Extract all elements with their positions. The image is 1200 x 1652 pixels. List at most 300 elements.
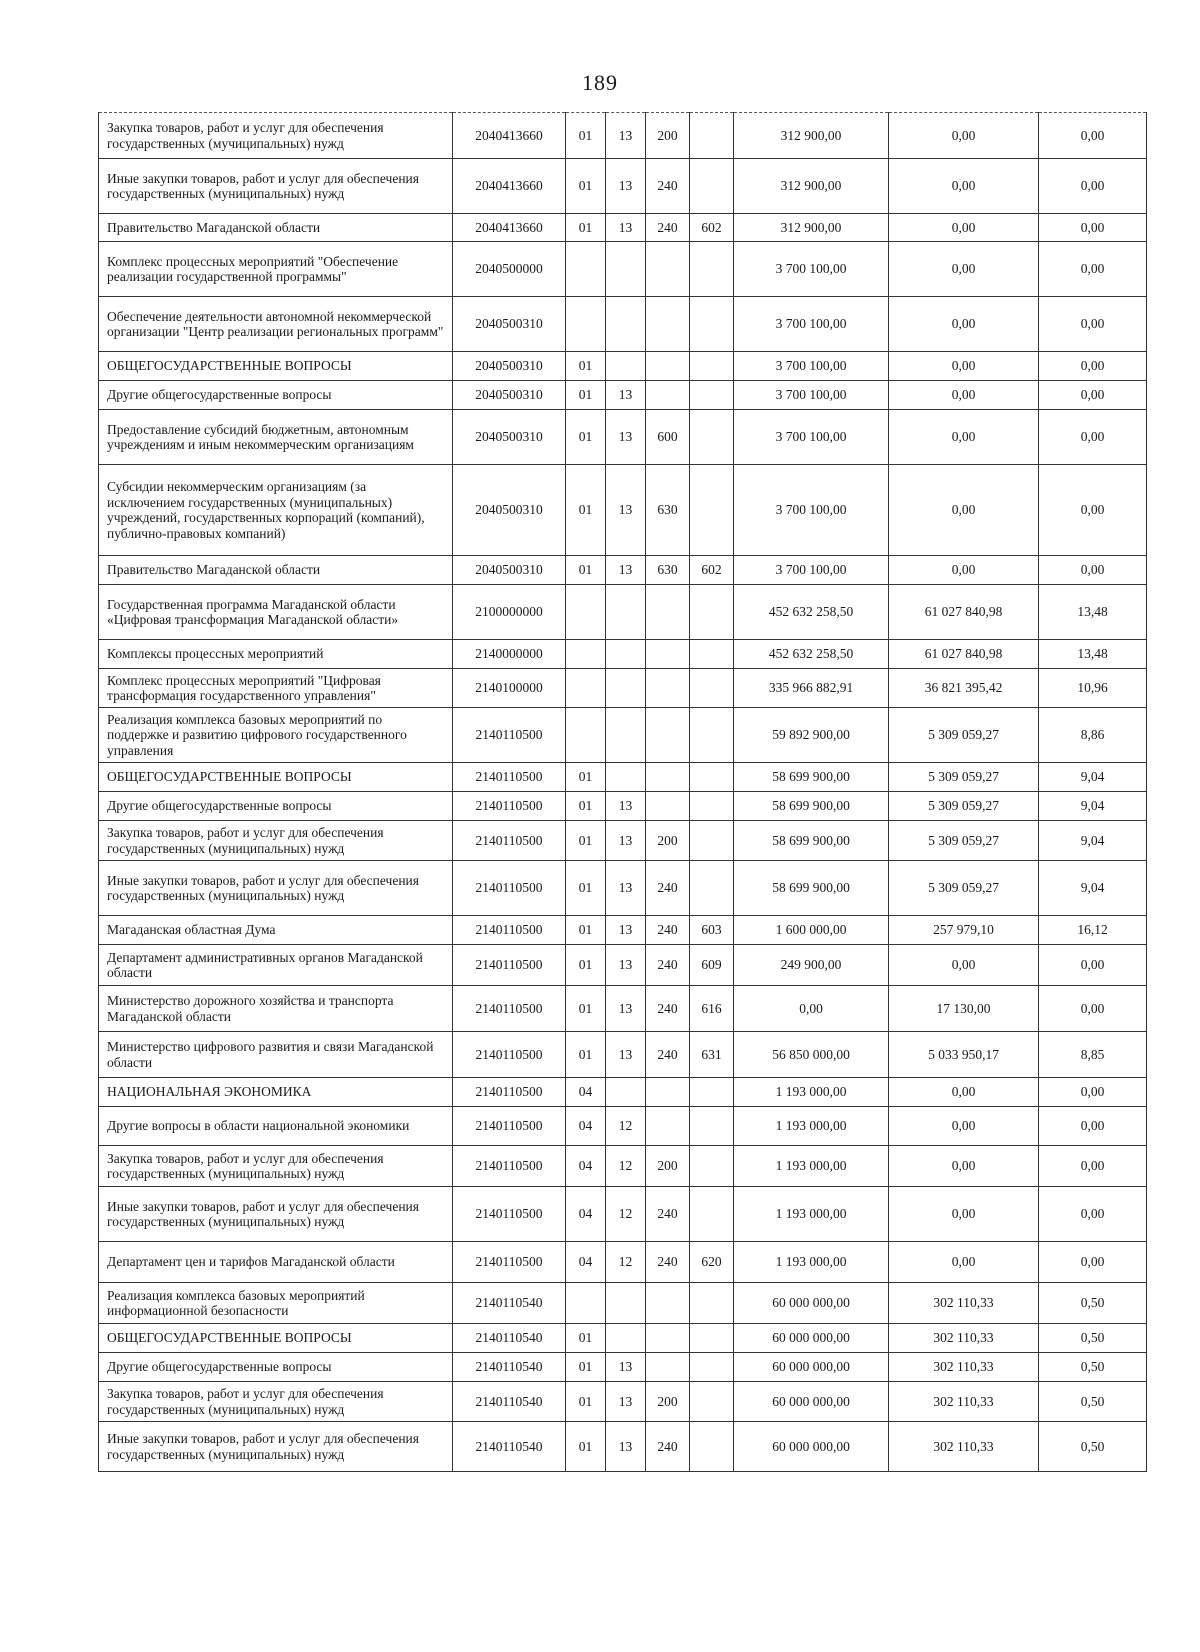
row-fact-cell: 302 110,33 (889, 1382, 1039, 1422)
row-fact-cell: 302 110,33 (889, 1324, 1039, 1353)
row-fact-cell: 302 110,33 (889, 1353, 1039, 1382)
row-expense-type-cell (646, 669, 690, 708)
row-percent-cell: 8,85 (1039, 1032, 1147, 1078)
row-subsection-cell: 13 (606, 1032, 646, 1078)
table-row (99, 1382, 1147, 1422)
row-subsection-cell: 13 (606, 821, 646, 861)
row-plan-cell: 452 632 258,50 (734, 585, 889, 640)
table-row (99, 1078, 1147, 1107)
row-code-cell: 2140110540 (453, 1283, 566, 1324)
row-grbs-cell (690, 1146, 734, 1187)
row-percent-cell: 9,04 (1039, 763, 1147, 792)
row-code-cell: 2040500310 (453, 381, 566, 410)
row-expense-type-cell (646, 1107, 690, 1146)
row-percent-cell: 0,00 (1039, 1187, 1147, 1242)
row-subsection-cell: 13 (606, 113, 646, 159)
row-code-cell: 2040500310 (453, 465, 566, 556)
row-fact-cell: 0,00 (889, 556, 1039, 585)
row-section-cell (566, 1283, 606, 1324)
row-code-cell: 2140110500 (453, 708, 566, 763)
row-grbs-cell (690, 410, 734, 465)
row-code-cell: 2140110500 (453, 945, 566, 986)
row-percent-cell: 9,04 (1039, 861, 1147, 916)
row-plan-cell: 3 700 100,00 (734, 410, 889, 465)
table-row (99, 556, 1147, 585)
row-name-cell: Реализация комплекса базовых мероприятий по поддержке и развитию цифрового государственного управления (99, 708, 453, 763)
row-section-cell (566, 669, 606, 708)
row-fact-cell: 0,00 (889, 113, 1039, 159)
row-subsection-cell: 13 (606, 381, 646, 410)
row-subsection-cell: 13 (606, 556, 646, 585)
row-name-cell: Комплекс процессных мероприятий "Обеспечение реализации государственной программы" (99, 242, 453, 297)
table-row (99, 242, 1147, 297)
row-name-cell: Субсидии некоммерческим организациям (за исключением государственных (муниципальных) учреждений, государственных корпораций (компаний), публично-правовых компаний) (99, 465, 453, 556)
row-percent-cell: 0,00 (1039, 556, 1147, 585)
row-expense-type-cell: 630 (646, 465, 690, 556)
row-subsection-cell (606, 242, 646, 297)
row-grbs-cell (690, 763, 734, 792)
row-percent-cell: 9,04 (1039, 821, 1147, 861)
table-row (99, 465, 1147, 556)
row-subsection-cell: 13 (606, 1353, 646, 1382)
table-row (99, 410, 1147, 465)
table-row (99, 1422, 1147, 1472)
row-grbs-cell (690, 669, 734, 708)
row-name-cell: Магаданская областная Дума (99, 916, 453, 945)
row-expense-type-cell: 600 (646, 410, 690, 465)
row-expense-type-cell: 200 (646, 1146, 690, 1187)
row-code-cell: 2140110500 (453, 1107, 566, 1146)
row-name-cell: ОБЩЕГОСУДАРСТВЕННЫЕ ВОПРОСЫ (99, 352, 453, 381)
table-row (99, 1146, 1147, 1187)
table-row (99, 945, 1147, 986)
row-subsection-cell (606, 669, 646, 708)
row-subsection-cell: 13 (606, 986, 646, 1032)
row-fact-cell: 0,00 (889, 297, 1039, 352)
row-percent-cell: 0,50 (1039, 1382, 1147, 1422)
row-section-cell: 04 (566, 1107, 606, 1146)
row-expense-type-cell: 200 (646, 821, 690, 861)
row-expense-type-cell: 200 (646, 113, 690, 159)
row-grbs-cell (690, 1078, 734, 1107)
row-name-cell: Иные закупки товаров, работ и услуг для обеспечения государственных (муниципальных) нужд (99, 1422, 453, 1472)
row-percent-cell: 0,00 (1039, 465, 1147, 556)
row-name-cell: Предоставление субсидий бюджетным, автономным учреждениям и иным некоммерческим организациям (99, 410, 453, 465)
row-plan-cell: 3 700 100,00 (734, 556, 889, 585)
row-code-cell: 2040500310 (453, 410, 566, 465)
row-grbs-cell (690, 1324, 734, 1353)
row-percent-cell: 13,48 (1039, 585, 1147, 640)
table-row (99, 1187, 1147, 1242)
row-code-cell: 2040413660 (453, 159, 566, 214)
table-row (99, 1353, 1147, 1382)
row-subsection-cell: 13 (606, 861, 646, 916)
row-fact-cell: 0,00 (889, 465, 1039, 556)
row-name-cell: Министерство цифрового развития и связи Магаданской области (99, 1032, 453, 1078)
row-fact-cell: 5 033 950,17 (889, 1032, 1039, 1078)
row-code-cell: 2140110500 (453, 986, 566, 1032)
row-code-cell: 2040500310 (453, 556, 566, 585)
row-percent-cell: 0,00 (1039, 297, 1147, 352)
row-grbs-cell (690, 1107, 734, 1146)
row-expense-type-cell: 630 (646, 556, 690, 585)
row-section-cell: 01 (566, 214, 606, 242)
row-expense-type-cell (646, 640, 690, 669)
row-expense-type-cell: 240 (646, 214, 690, 242)
row-code-cell: 2140110540 (453, 1382, 566, 1422)
row-fact-cell: 0,00 (889, 410, 1039, 465)
row-name-cell: ОБЩЕГОСУДАРСТВЕННЫЕ ВОПРОСЫ (99, 763, 453, 792)
row-grbs-cell (690, 242, 734, 297)
table-row (99, 381, 1147, 410)
row-grbs-cell (690, 708, 734, 763)
row-expense-type-cell: 240 (646, 916, 690, 945)
row-fact-cell: 61 027 840,98 (889, 640, 1039, 669)
row-section-cell: 01 (566, 916, 606, 945)
table-row (99, 1242, 1147, 1283)
row-code-cell: 2140110500 (453, 1146, 566, 1187)
row-expense-type-cell: 240 (646, 861, 690, 916)
row-plan-cell: 0,00 (734, 986, 889, 1032)
row-code-cell: 2140110500 (453, 763, 566, 792)
row-subsection-cell: 13 (606, 916, 646, 945)
row-name-cell: Департамент административных органов Магаданской области (99, 945, 453, 986)
row-fact-cell: 0,00 (889, 1078, 1039, 1107)
row-name-cell: Другие общегосударственные вопросы (99, 1353, 453, 1382)
row-section-cell: 04 (566, 1187, 606, 1242)
row-section-cell: 04 (566, 1078, 606, 1107)
row-name-cell: Комплекс процессных мероприятий "Цифровая трансформация государственного управления" (99, 669, 453, 708)
row-percent-cell: 0,50 (1039, 1353, 1147, 1382)
row-grbs-cell: 609 (690, 945, 734, 986)
table-row (99, 763, 1147, 792)
row-percent-cell: 0,00 (1039, 410, 1147, 465)
row-fact-cell: 0,00 (889, 1187, 1039, 1242)
row-section-cell: 01 (566, 381, 606, 410)
row-code-cell: 2140110500 (453, 1032, 566, 1078)
row-section-cell: 01 (566, 1422, 606, 1472)
row-fact-cell: 302 110,33 (889, 1283, 1039, 1324)
row-name-cell: Закупка товаров, работ и услуг для обеспечения государственных (муниципальных) нужд (99, 1382, 453, 1422)
budget-table (98, 112, 1147, 1472)
row-grbs-cell (690, 1187, 734, 1242)
row-expense-type-cell: 240 (646, 1422, 690, 1472)
table-row (99, 1107, 1147, 1146)
row-percent-cell: 0,00 (1039, 159, 1147, 214)
row-name-cell: Правительство Магаданской области (99, 214, 453, 242)
row-plan-cell: 59 892 900,00 (734, 708, 889, 763)
row-percent-cell: 0,00 (1039, 945, 1147, 986)
row-section-cell (566, 242, 606, 297)
row-code-cell: 2040413660 (453, 214, 566, 242)
row-name-cell: Государственная программа Магаданской области «Цифровая трансформация Магаданской области» (99, 585, 453, 640)
row-code-cell: 2140110500 (453, 1242, 566, 1283)
row-subsection-cell (606, 763, 646, 792)
row-fact-cell: 0,00 (889, 159, 1039, 214)
row-grbs-cell (690, 585, 734, 640)
row-expense-type-cell (646, 381, 690, 410)
row-grbs-cell (690, 381, 734, 410)
row-percent-cell: 9,04 (1039, 792, 1147, 821)
row-expense-type-cell (646, 297, 690, 352)
row-name-cell: Обеспечение деятельности автономной некоммерческой организации "Центр реализации региональных программ" (99, 297, 453, 352)
row-plan-cell: 1 193 000,00 (734, 1078, 889, 1107)
row-plan-cell: 58 699 900,00 (734, 821, 889, 861)
row-plan-cell: 60 000 000,00 (734, 1382, 889, 1422)
row-code-cell: 2140000000 (453, 640, 566, 669)
row-grbs-cell (690, 1422, 734, 1472)
row-name-cell: Другие общегосударственные вопросы (99, 381, 453, 410)
row-name-cell: НАЦИОНАЛЬНАЯ ЭКОНОМИКА (99, 1078, 453, 1107)
row-section-cell: 01 (566, 1353, 606, 1382)
row-expense-type-cell: 240 (646, 1187, 690, 1242)
row-percent-cell: 0,00 (1039, 381, 1147, 410)
row-section-cell: 01 (566, 465, 606, 556)
row-expense-type-cell (646, 585, 690, 640)
row-section-cell: 01 (566, 945, 606, 986)
row-section-cell: 04 (566, 1146, 606, 1187)
row-percent-cell: 10,96 (1039, 669, 1147, 708)
row-name-cell: Закупка товаров, работ и услуг для обеспечения государственных (мучиципальных) нужд (99, 113, 453, 159)
row-plan-cell: 1 193 000,00 (734, 1146, 889, 1187)
row-fact-cell: 36 821 395,42 (889, 669, 1039, 708)
row-grbs-cell (690, 465, 734, 556)
row-subsection-cell (606, 1078, 646, 1107)
row-plan-cell: 60 000 000,00 (734, 1283, 889, 1324)
row-percent-cell: 0,50 (1039, 1422, 1147, 1472)
row-section-cell: 01 (566, 792, 606, 821)
row-fact-cell: 0,00 (889, 214, 1039, 242)
row-plan-cell: 56 850 000,00 (734, 1032, 889, 1078)
row-fact-cell: 0,00 (889, 381, 1039, 410)
row-code-cell: 2140110500 (453, 1187, 566, 1242)
page-number: 189 (582, 70, 618, 95)
row-code-cell: 2040500000 (453, 242, 566, 297)
row-expense-type-cell (646, 708, 690, 763)
row-name-cell: Закупка товаров, работ и услуг для обеспечения государственных (муниципальных) нужд (99, 821, 453, 861)
row-plan-cell: 3 700 100,00 (734, 352, 889, 381)
row-grbs-cell (690, 1283, 734, 1324)
table-row (99, 821, 1147, 861)
row-code-cell: 2140110500 (453, 792, 566, 821)
table-row (99, 708, 1147, 763)
row-section-cell: 01 (566, 113, 606, 159)
row-plan-cell: 58 699 900,00 (734, 861, 889, 916)
row-fact-cell: 5 309 059,27 (889, 861, 1039, 916)
table-row (99, 669, 1147, 708)
row-section-cell: 01 (566, 1324, 606, 1353)
row-section-cell: 01 (566, 410, 606, 465)
row-grbs-cell (690, 640, 734, 669)
row-subsection-cell (606, 352, 646, 381)
row-grbs-cell (690, 297, 734, 352)
row-section-cell: 01 (566, 1032, 606, 1078)
row-expense-type-cell (646, 1283, 690, 1324)
row-plan-cell: 249 900,00 (734, 945, 889, 986)
row-code-cell: 2140110540 (453, 1353, 566, 1382)
row-code-cell: 2140110500 (453, 916, 566, 945)
row-section-cell: 01 (566, 763, 606, 792)
row-subsection-cell: 12 (606, 1187, 646, 1242)
row-percent-cell: 0,00 (1039, 1242, 1147, 1283)
row-section-cell: 01 (566, 159, 606, 214)
row-fact-cell: 0,00 (889, 1107, 1039, 1146)
row-section-cell (566, 585, 606, 640)
row-fact-cell: 61 027 840,98 (889, 585, 1039, 640)
table-row (99, 159, 1147, 214)
row-grbs-cell (690, 1353, 734, 1382)
table-row (99, 214, 1147, 242)
row-plan-cell: 1 193 000,00 (734, 1107, 889, 1146)
row-plan-cell: 58 699 900,00 (734, 792, 889, 821)
row-code-cell: 2140110500 (453, 821, 566, 861)
row-subsection-cell (606, 1283, 646, 1324)
row-grbs-cell: 603 (690, 916, 734, 945)
row-grbs-cell: 620 (690, 1242, 734, 1283)
row-section-cell (566, 297, 606, 352)
row-plan-cell: 335 966 882,91 (734, 669, 889, 708)
row-subsection-cell: 13 (606, 159, 646, 214)
row-code-cell: 2140110540 (453, 1324, 566, 1353)
row-plan-cell: 60 000 000,00 (734, 1422, 889, 1472)
row-name-cell: Другие общегосударственные вопросы (99, 792, 453, 821)
row-plan-cell: 1 600 000,00 (734, 916, 889, 945)
row-subsection-cell: 12 (606, 1107, 646, 1146)
table-row (99, 1032, 1147, 1078)
row-section-cell: 01 (566, 861, 606, 916)
row-fact-cell: 5 309 059,27 (889, 708, 1039, 763)
row-name-cell: Иные закупки товаров, работ и услуг для обеспечения государственных (муниципальных) нужд (99, 861, 453, 916)
row-subsection-cell: 13 (606, 1422, 646, 1472)
row-subsection-cell: 13 (606, 945, 646, 986)
row-expense-type-cell: 240 (646, 1032, 690, 1078)
row-code-cell: 2140110540 (453, 1422, 566, 1472)
row-expense-type-cell: 240 (646, 1242, 690, 1283)
row-subsection-cell: 12 (606, 1146, 646, 1187)
row-name-cell: ОБЩЕГОСУДАРСТВЕННЫЕ ВОПРОСЫ (99, 1324, 453, 1353)
budget-table-body (99, 113, 1147, 1472)
row-section-cell: 04 (566, 1242, 606, 1283)
row-subsection-cell: 12 (606, 1242, 646, 1283)
table-row (99, 792, 1147, 821)
row-code-cell: 2140110500 (453, 861, 566, 916)
table-row (99, 916, 1147, 945)
row-grbs-cell (690, 113, 734, 159)
table-row (99, 640, 1147, 669)
row-section-cell (566, 640, 606, 669)
row-fact-cell: 0,00 (889, 1242, 1039, 1283)
row-percent-cell: 13,48 (1039, 640, 1147, 669)
row-section-cell (566, 708, 606, 763)
row-grbs-cell: 602 (690, 556, 734, 585)
row-expense-type-cell (646, 352, 690, 381)
row-percent-cell: 0,00 (1039, 214, 1147, 242)
row-plan-cell: 1 193 000,00 (734, 1242, 889, 1283)
row-name-cell: Реализация комплекса базовых мероприятий информационной безопасности (99, 1283, 453, 1324)
row-subsection-cell: 13 (606, 465, 646, 556)
table-row (99, 352, 1147, 381)
row-section-cell: 01 (566, 821, 606, 861)
row-name-cell: Иные закупки товаров, работ и услуг для обеспечения государственных (муниципальных) нужд (99, 1187, 453, 1242)
row-fact-cell: 0,00 (889, 945, 1039, 986)
table-row (99, 1283, 1147, 1324)
row-fact-cell: 5 309 059,27 (889, 763, 1039, 792)
row-percent-cell: 0,00 (1039, 1078, 1147, 1107)
row-plan-cell: 312 900,00 (734, 159, 889, 214)
row-grbs-cell (690, 352, 734, 381)
row-plan-cell: 58 699 900,00 (734, 763, 889, 792)
row-section-cell: 01 (566, 1382, 606, 1422)
row-expense-type-cell: 240 (646, 945, 690, 986)
table-row (99, 113, 1147, 159)
row-percent-cell: 8,86 (1039, 708, 1147, 763)
row-fact-cell: 0,00 (889, 242, 1039, 297)
row-percent-cell: 16,12 (1039, 916, 1147, 945)
row-grbs-cell: 602 (690, 214, 734, 242)
row-percent-cell: 0,00 (1039, 242, 1147, 297)
table-row (99, 585, 1147, 640)
row-subsection-cell: 13 (606, 1382, 646, 1422)
row-subsection-cell (606, 708, 646, 763)
row-name-cell: Иные закупки товаров, работ и услуг для обеспечения государственных (муниципальных) нужд (99, 159, 453, 214)
row-name-cell: Правительство Магаданской области (99, 556, 453, 585)
row-plan-cell: 60 000 000,00 (734, 1353, 889, 1382)
row-subsection-cell (606, 640, 646, 669)
row-expense-type-cell (646, 763, 690, 792)
row-plan-cell: 1 193 000,00 (734, 1187, 889, 1242)
row-expense-type-cell: 240 (646, 159, 690, 214)
row-plan-cell: 3 700 100,00 (734, 465, 889, 556)
row-plan-cell: 312 900,00 (734, 113, 889, 159)
row-grbs-cell (690, 861, 734, 916)
row-fact-cell: 0,00 (889, 352, 1039, 381)
row-expense-type-cell (646, 1078, 690, 1107)
row-grbs-cell (690, 792, 734, 821)
row-expense-type-cell (646, 1353, 690, 1382)
table-row (99, 1324, 1147, 1353)
row-plan-cell: 3 700 100,00 (734, 242, 889, 297)
row-percent-cell: 0,00 (1039, 352, 1147, 381)
row-percent-cell: 0,50 (1039, 1324, 1147, 1353)
row-fact-cell: 302 110,33 (889, 1422, 1039, 1472)
row-code-cell: 2040413660 (453, 113, 566, 159)
row-fact-cell: 0,00 (889, 1146, 1039, 1187)
row-grbs-cell (690, 159, 734, 214)
row-plan-cell: 3 700 100,00 (734, 381, 889, 410)
row-code-cell: 2040500310 (453, 297, 566, 352)
row-percent-cell: 0,00 (1039, 113, 1147, 159)
row-name-cell: Комплексы процессных мероприятий (99, 640, 453, 669)
row-fact-cell: 5 309 059,27 (889, 821, 1039, 861)
row-percent-cell: 0,00 (1039, 1146, 1147, 1187)
row-subsection-cell (606, 1324, 646, 1353)
row-name-cell: Другие вопросы в области национальной экономики (99, 1107, 453, 1146)
row-name-cell: Министерство дорожного хозяйства и транспорта Магаданской области (99, 986, 453, 1032)
row-percent-cell: 0,50 (1039, 1283, 1147, 1324)
row-grbs-cell (690, 1382, 734, 1422)
budget-table-container (98, 112, 1146, 1472)
row-fact-cell: 257 979,10 (889, 916, 1039, 945)
row-plan-cell: 312 900,00 (734, 214, 889, 242)
row-name-cell: Закупка товаров, работ и услуг для обеспечения государственных (муниципальных) нужд (99, 1146, 453, 1187)
row-subsection-cell: 13 (606, 410, 646, 465)
row-code-cell: 2140110500 (453, 1078, 566, 1107)
row-grbs-cell (690, 821, 734, 861)
row-code-cell: 2040500310 (453, 352, 566, 381)
row-section-cell: 01 (566, 556, 606, 585)
row-grbs-cell: 616 (690, 986, 734, 1032)
table-row (99, 861, 1147, 916)
